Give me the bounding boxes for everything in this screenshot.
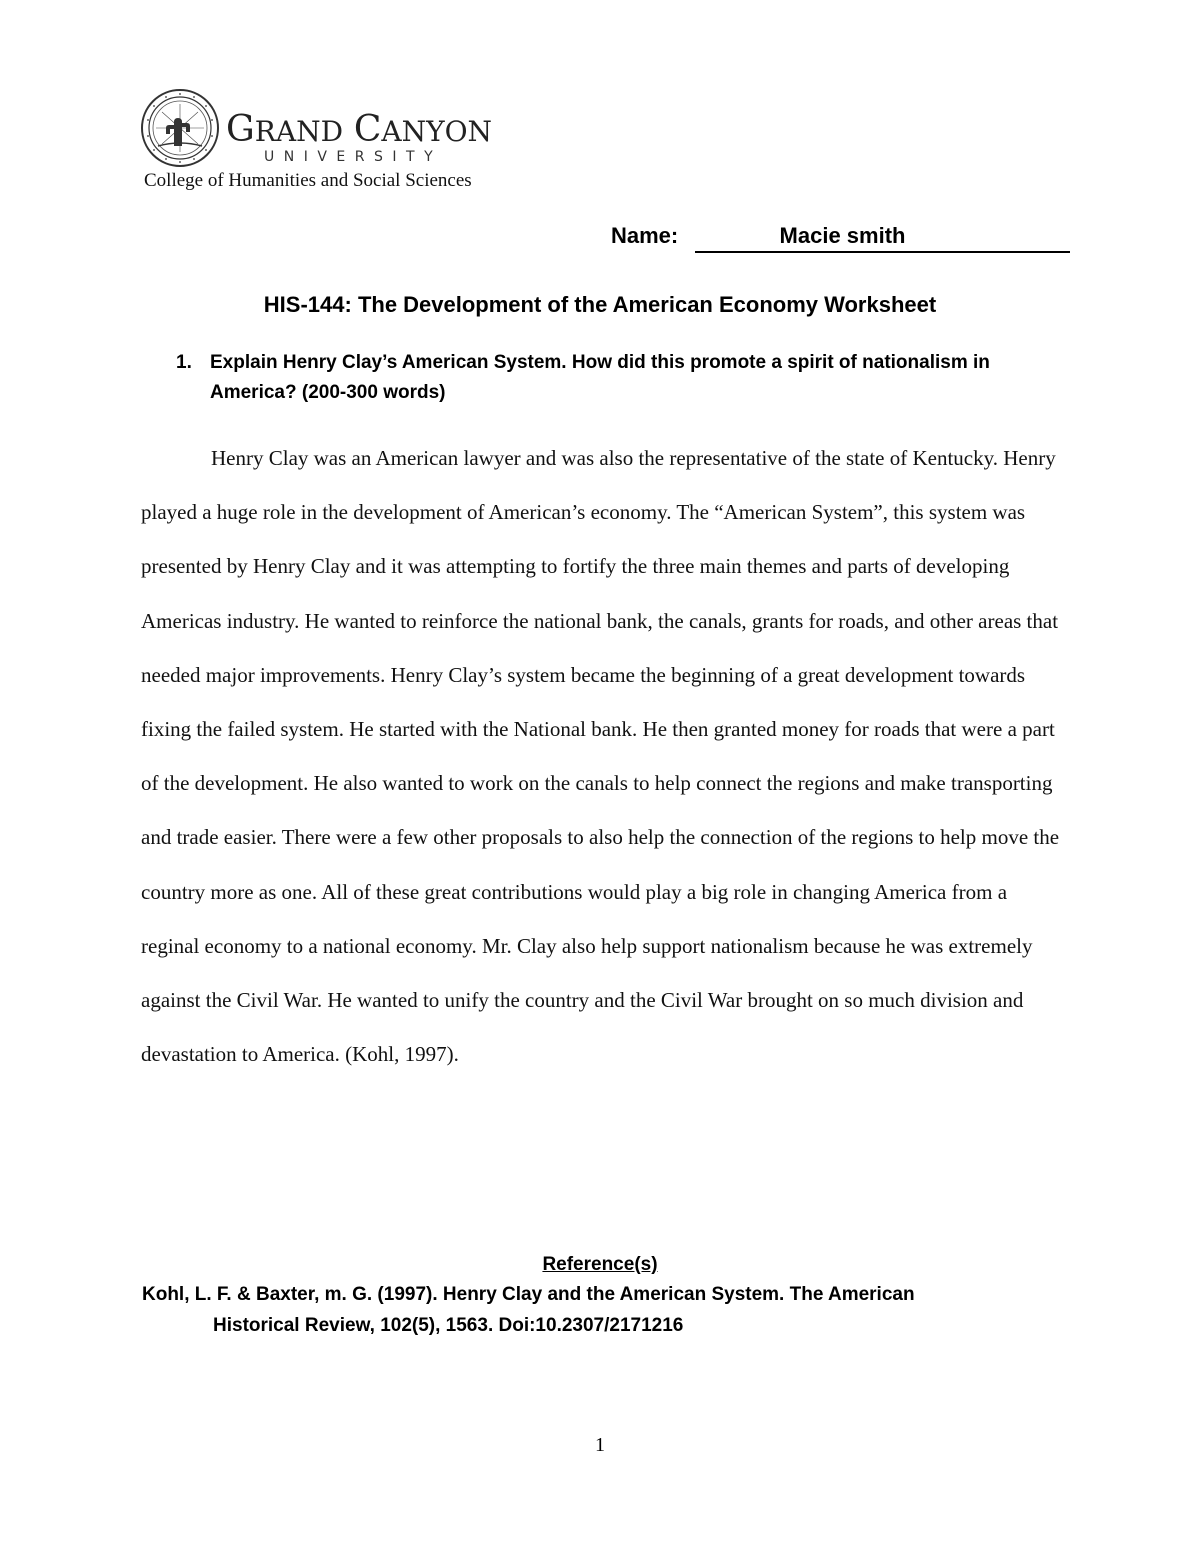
- university-logo: [140, 88, 500, 168]
- page-number: 1: [595, 1434, 605, 1456]
- logo-word-rand: RAND: [254, 115, 344, 148]
- worksheet-title: HIS-144: The Development of the American Economy Worksheet: [263, 292, 937, 317]
- logo-wordmark: [226, 109, 493, 150]
- reference-entry: Kohl, L. F. & Baxter, m. G. (1997). Henry Clay and the American System. The American Historical Review, 102(5), 1563. Doi:10.2307/2171216: [142, 1284, 915, 1336]
- name-label: Name:: [611, 223, 679, 248]
- question-text: Explain Henry Clay’s American System. How did this promote a spirit of nationalism in America? (200-300 words): [210, 352, 990, 403]
- question-1: [176, 348, 1066, 408]
- logo-university: UNIVERSITY: [264, 149, 443, 165]
- logo-word-anyon: ANYON: [381, 115, 493, 148]
- answer-paragraph: Henry Clay was an American lawyer and was also the representative of the state of Kentucky. Henry played a huge role in the development of American’s economy. The “American System”, this system was presented by Henry Clay and it was attempting to fortify the three main themes and parts of developing Americas industry. He wanted to reinforce the national bank, the canals, grants for roads, and other areas that needed major improvements. Henry Clay’s system became the beginning of a great development towards fixing the failed system. He started with the National bank. He then granted money for roads that were a part of the development. He also wanted to work on the canals to help connect the regions and make transporting and trade easier. There were a few other proposals to also help the connection of the regions to help move the country more as one. All of these great contributions would play a big role in changing America from a reginal economy to a national economy. Mr. Clay also help support nationalism because he was extremely against the Civil War. He wanted to unify the country and the Civil War brought on so much division and devastation to America. (Kohl, 1997).: [141, 446, 1060, 1067]
- logo-letter-c: C: [353, 109, 382, 150]
- references-heading: Reference(s): [542, 1254, 658, 1275]
- college-name: College of Humanities and Social Sciences: [144, 170, 472, 191]
- name-field: Macie smith: [695, 223, 1070, 253]
- logo-letter-g: G: [226, 109, 255, 150]
- question-number: 1.: [176, 352, 192, 373]
- university-seal-icon: [140, 88, 220, 168]
